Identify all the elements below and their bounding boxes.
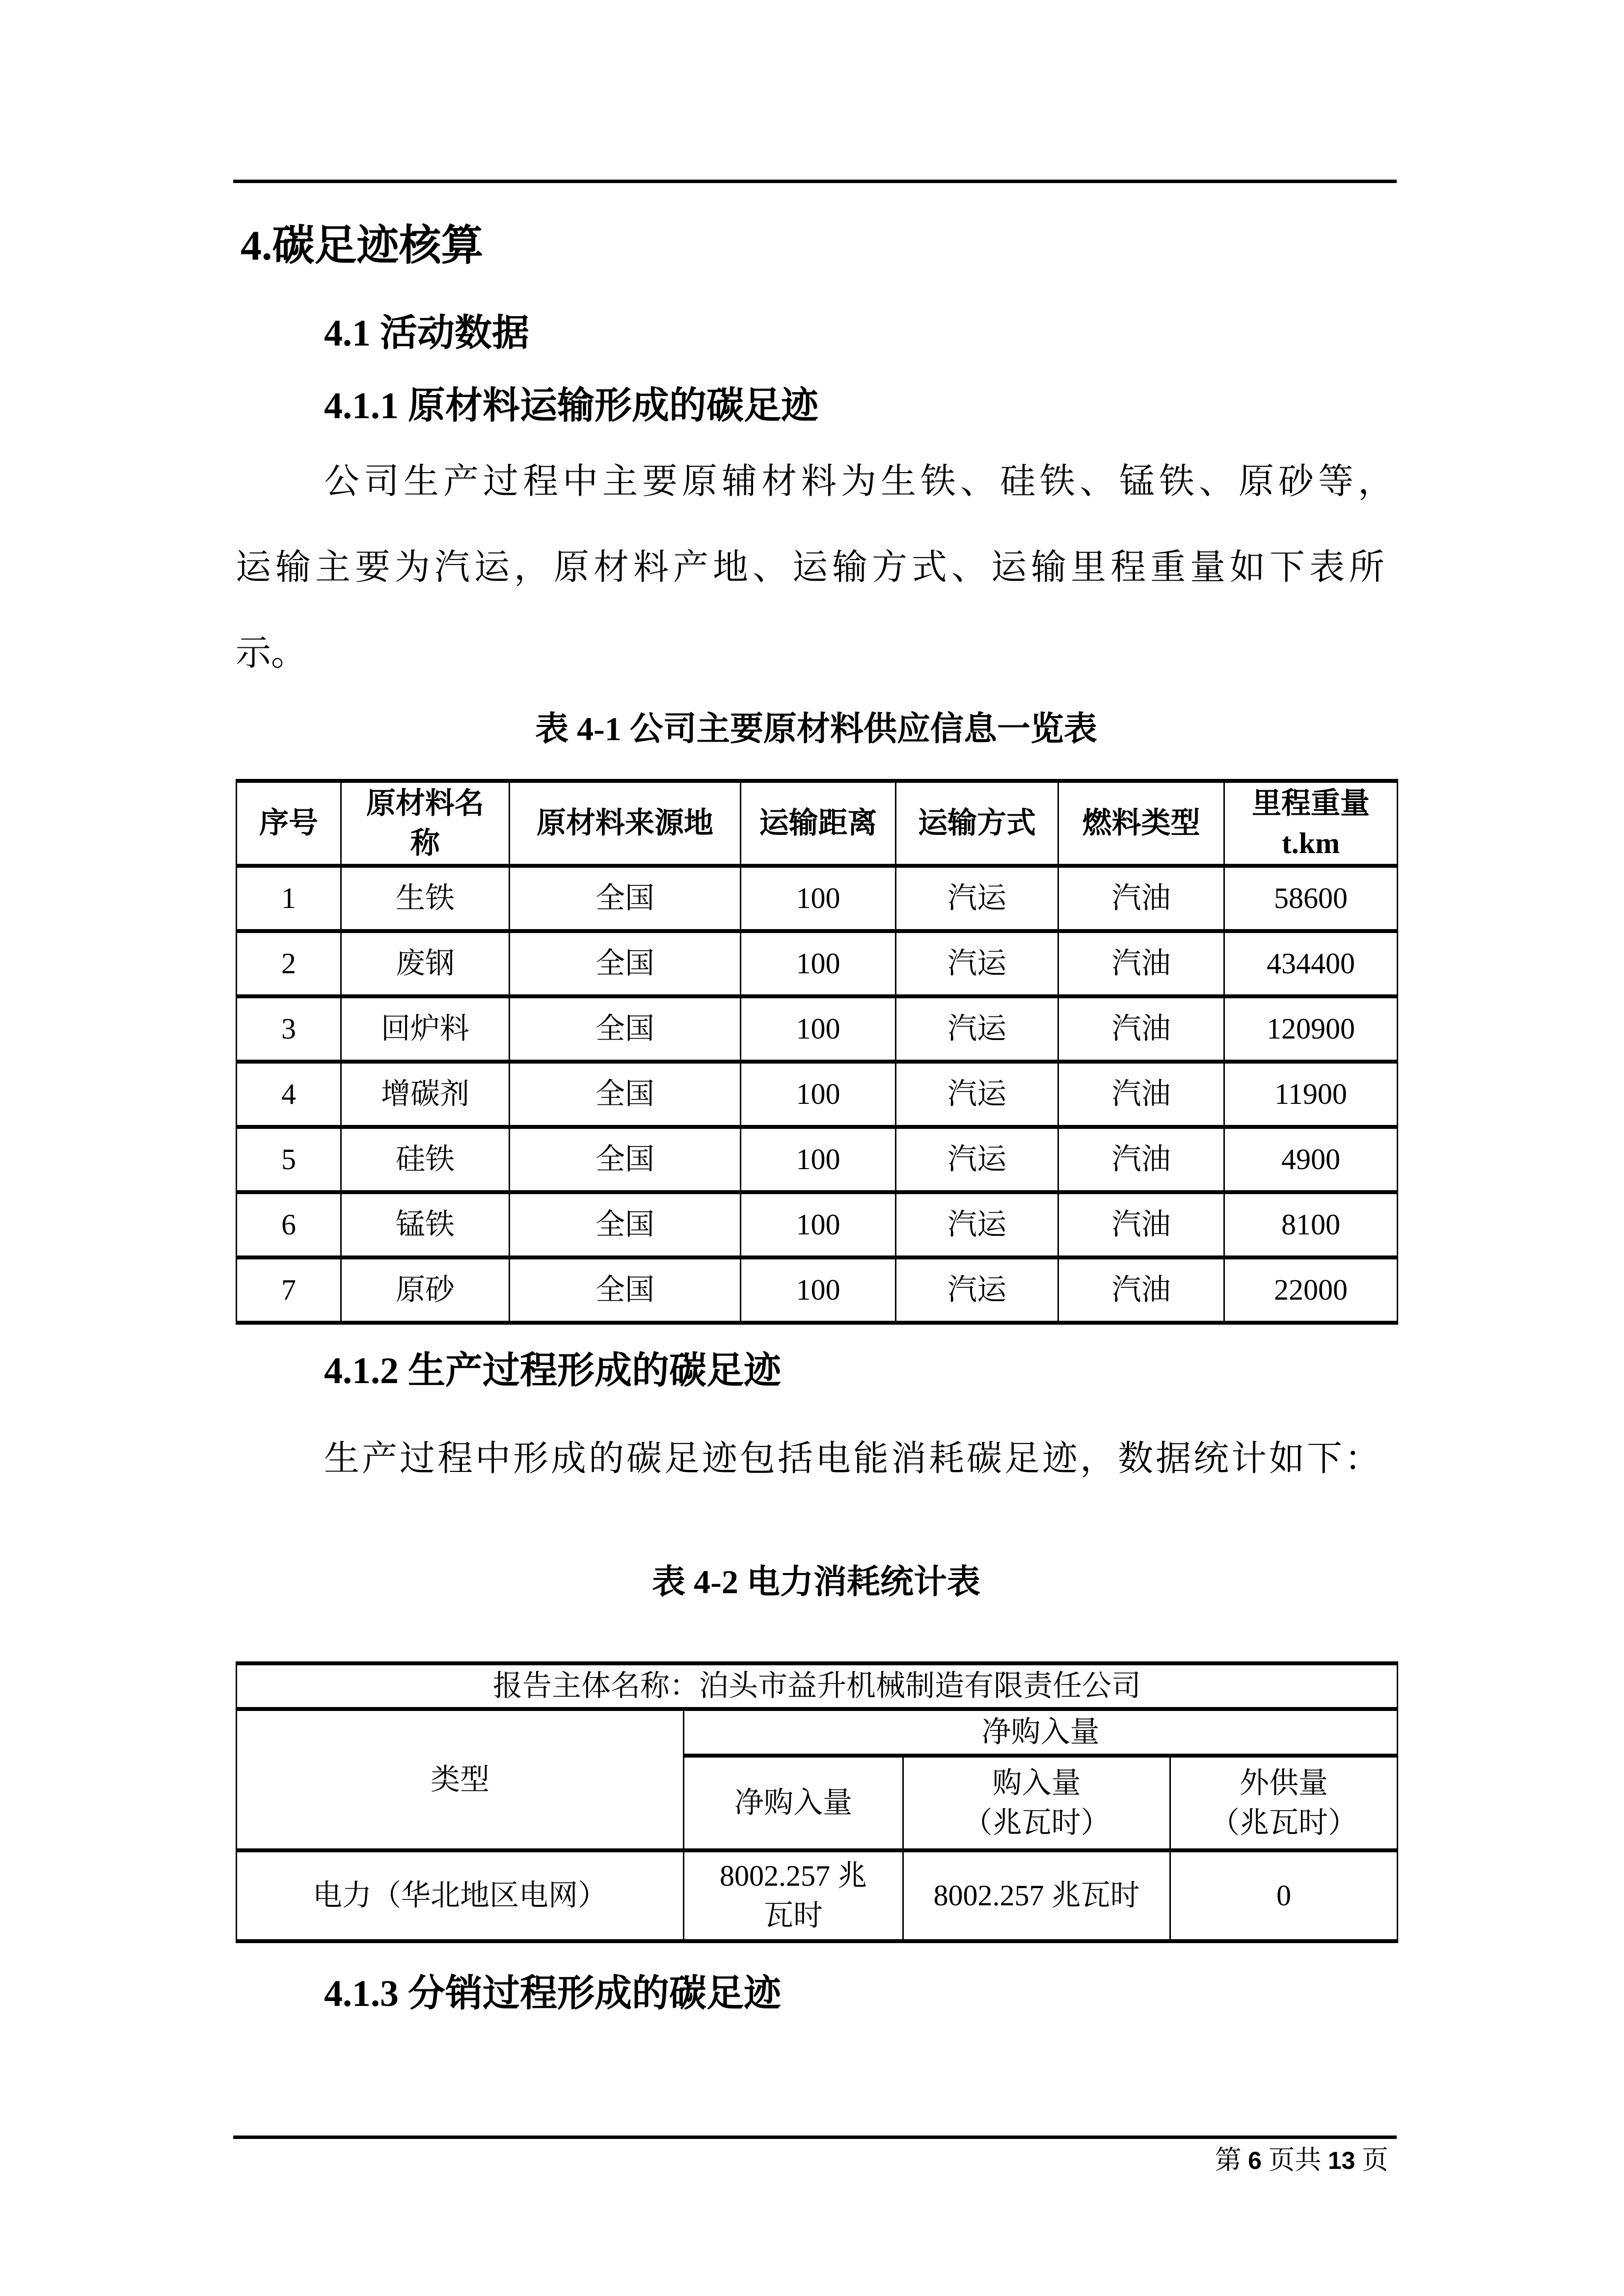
table-cell: 汽油 [1058, 1062, 1224, 1127]
table-cell: 汽油 [1058, 1257, 1224, 1323]
table1-header-cell: 燃料类型 [1058, 781, 1224, 866]
paragraph-1-line-1: 公司生产过程中主要原辅材料为生铁、硅铁、锰铁、原砂等， [324, 462, 1398, 501]
heading-3-raw-material-transport: 4.1.1 原材料运输形成的碳足迹 [324, 385, 818, 427]
table-cell: 全国 [510, 1192, 741, 1257]
table2-type-header-cell: 类型 [237, 1709, 684, 1850]
table2-subheader-label: 购入量 [992, 1766, 1081, 1799]
table2-caption: 表 4-2 电力消耗统计表 [652, 1563, 980, 1601]
page-number-prefix: 第 [1215, 2145, 1248, 2175]
heading-3-production-process: 4.1.2 生产过程形成的碳足迹 [324, 1350, 781, 1391]
table-cell: 全国 [510, 1257, 741, 1323]
table-cell: 汽油 [1058, 1192, 1224, 1257]
table-cell: 回炉料 [341, 996, 510, 1062]
table-cell: 全国 [510, 1062, 741, 1127]
table-cell: 8002.257 兆瓦时 [903, 1850, 1170, 1941]
table2-group-header-row [237, 1709, 1398, 1756]
heading-1-carbon-footprint-accounting: 4.碳足迹核算 [241, 222, 484, 269]
table-cell: 58600 [1224, 866, 1398, 931]
table-cell: 汽油 [1058, 866, 1224, 931]
table-cell: 8100 [1224, 1192, 1398, 1257]
table-cell: 100 [741, 1127, 896, 1192]
table1-header-cell: 原材料名称 [341, 781, 510, 866]
table-cell: 汽运 [896, 866, 1058, 931]
table1-header-label: 里程重量 [1252, 787, 1370, 820]
table-cell: 汽运 [896, 1062, 1058, 1127]
table1-header-cell: 运输距离 [741, 781, 896, 866]
table-cell: 电力（华北地区电网） [237, 1850, 684, 1941]
table-row [237, 931, 1398, 996]
table-cell: 生铁 [341, 866, 510, 931]
table2-group-header-cell: 净购入量 [684, 1709, 1398, 1756]
table2-subheader-unit: （兆瓦时） [1210, 1806, 1357, 1839]
table2-subheader-cell: 净购入量 [684, 1756, 903, 1850]
table2-subheader-label: 外供量 [1240, 1766, 1328, 1799]
table-cell: 3 [237, 996, 341, 1062]
table-cell: 汽运 [896, 996, 1058, 1062]
table2-electricity-consumption [236, 1661, 1397, 1943]
table-cell: 100 [741, 1192, 896, 1257]
table-cell: 原砂 [341, 1257, 510, 1323]
table-cell: 2 [237, 931, 341, 996]
table-cell: 全国 [510, 931, 741, 996]
paragraph-1-line-2: 运输主要为汽运，原材料产地、运输方式、运输里程重量如下表所 [236, 548, 1389, 587]
footer-rule [233, 2136, 1397, 2139]
table2-data-row [237, 1850, 1398, 1941]
table-cell: 120900 [1224, 996, 1398, 1062]
table1-header-cell: 运输方式 [896, 781, 1058, 866]
table1-header-cell: 序号 [237, 781, 341, 866]
table1-header-unit: t.km [1281, 827, 1340, 859]
page-number-middle: 页共 [1261, 2145, 1328, 2175]
page-number [1215, 2146, 1388, 2175]
table-cell: 7 [237, 1257, 341, 1323]
table-cell: 全国 [510, 866, 741, 931]
table-cell: 100 [741, 1062, 896, 1127]
table-cell: 1 [237, 866, 341, 931]
table-cell: 100 [741, 931, 896, 996]
table-cell: 全国 [510, 1127, 741, 1192]
table2-subject-cell: 报告主体名称：泊头市益升机械制造有限责任公司 [237, 1663, 1398, 1709]
table1-raw-material-supply [236, 779, 1397, 1325]
table-cell: 硅铁 [341, 1127, 510, 1192]
table-cell: 废钢 [341, 931, 510, 996]
current-page-number: 6 [1248, 2147, 1262, 2174]
table2-subheader-cell [1170, 1756, 1398, 1850]
table-cell: 汽运 [896, 1192, 1058, 1257]
table-cell: 100 [741, 1257, 896, 1323]
table-cell: 100 [741, 866, 896, 931]
heading-3-distribution-process: 4.1.3 分销过程形成的碳足迹 [324, 1973, 781, 2014]
table-cell: 汽油 [1058, 1127, 1224, 1192]
table-cell: 434400 [1224, 931, 1398, 996]
table-cell: 6 [237, 1192, 341, 1257]
table-cell: 汽运 [896, 931, 1058, 996]
table-cell: 100 [741, 996, 896, 1062]
total-page-number: 13 [1327, 2147, 1355, 2174]
table1-header-cell [1224, 781, 1398, 866]
table-row [237, 1192, 1398, 1257]
table-cell: 4900 [1224, 1127, 1398, 1192]
table2-subheader-unit: （兆瓦时） [963, 1806, 1110, 1839]
table1-header-cell: 原材料来源地 [510, 781, 741, 866]
table-row [237, 1257, 1398, 1323]
table-row [237, 1127, 1398, 1192]
table-cell: 汽运 [896, 1257, 1058, 1323]
table-cell: 0 [1170, 1850, 1398, 1941]
paragraph-1-line-3: 示。 [236, 634, 307, 673]
table-cell: 5 [237, 1127, 341, 1192]
table-cell: 8002.257 兆瓦时 [684, 1850, 903, 1941]
header-rule [233, 180, 1397, 183]
table-row [237, 996, 1398, 1062]
table-cell: 汽油 [1058, 931, 1224, 996]
table-cell: 22000 [1224, 1257, 1398, 1323]
table-cell: 增碳剂 [341, 1062, 510, 1127]
table1-caption: 表 4-1 公司主要原材料供应信息一览表 [535, 710, 1097, 748]
table-cell: 汽运 [896, 1127, 1058, 1192]
paragraph-2: 生产过程中形成的碳足迹包括电能消耗碳足迹，数据统计如下： [324, 1439, 1383, 1478]
table-cell: 锰铁 [341, 1192, 510, 1257]
table-cell: 4 [237, 1062, 341, 1127]
table-row [237, 1062, 1398, 1127]
table-row [237, 866, 1398, 931]
table-cell: 全国 [510, 996, 741, 1062]
table-cell: 11900 [1224, 1062, 1398, 1127]
table1-header-row [237, 781, 1398, 866]
table2-subject-row [237, 1663, 1398, 1709]
table2-subheader-cell [903, 1756, 1170, 1850]
page-number-suffix: 页 [1355, 2145, 1388, 2175]
table-cell: 汽油 [1058, 996, 1224, 1062]
heading-2-activity-data: 4.1 活动数据 [324, 313, 529, 354]
